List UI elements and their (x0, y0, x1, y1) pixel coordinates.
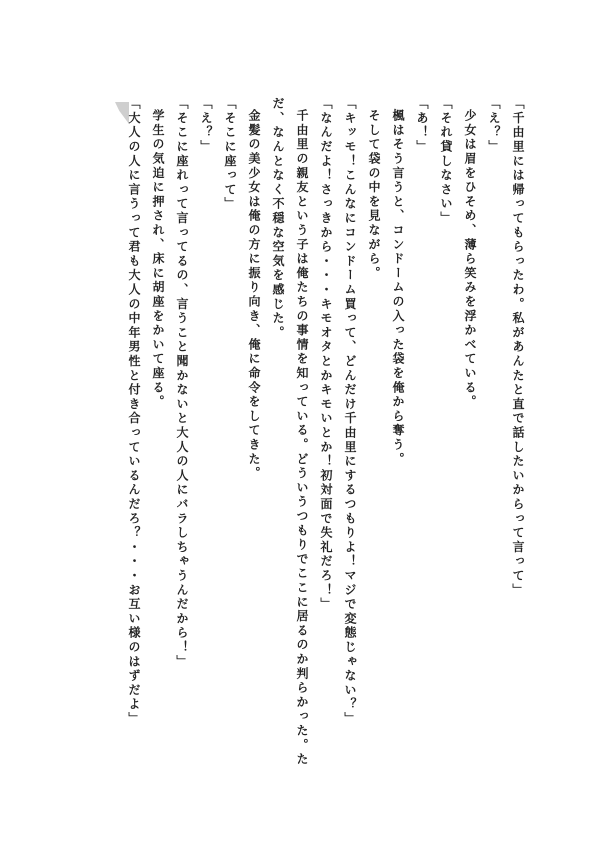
text-line: 「え？」 (487, 97, 501, 155)
text-line: 少女は眉をひそめ、薄ら笑みを浮かべている。 (463, 109, 477, 410)
text-line: 「そこに座れって言ってるの、言うこと聞かないと大人の人にバラしちゃうんだから！」 (175, 97, 189, 669)
text-line: 金髪の美少女は俺の方に振り向き、俺に命令をしてきた。 (247, 109, 261, 481)
text-line: だ、なんとなく不穏な空気を感じた。 (271, 97, 285, 341)
text-line: 千由里の親友という子は俺たちの事情を知っている。どういうつもりでここに居るのか判らかった。た (295, 109, 309, 767)
text-line: 「なんだよ！さっきから・・・キモオタとかキモいとか！初対面で失礼だろ！」 (319, 97, 333, 612)
text-line: そして袋の中を見ながら。 (367, 109, 381, 281)
text-line: 「そこに座って」 (223, 97, 237, 212)
text-line: 「え？」 (199, 97, 213, 155)
text-line: 「あ！」 (415, 97, 429, 155)
text-line: 学生の気迫に押され、床に胡座をかいて座る。 (151, 109, 165, 410)
text-line: 楓はそう言うと、コンドームの入った袋を俺から奪う。 (391, 109, 405, 467)
text-line: 「それ貸しなさい」 (439, 97, 453, 226)
vertical-text-block (122, 97, 530, 767)
text-line: 「千由里には帰ってもらったわ。私があんたと直で話したいからって言って」 (511, 97, 525, 598)
text-line: 「大人の人に言うって君も大人の中年男性と付き合っているんだろ？・・・お互い様のはずだよ」 (127, 97, 141, 727)
text-line: 「キッモ！こんなにコンドーム買って、どんだけ千由里にするつもりよ！マジで変態じゃない？」 (343, 97, 357, 727)
